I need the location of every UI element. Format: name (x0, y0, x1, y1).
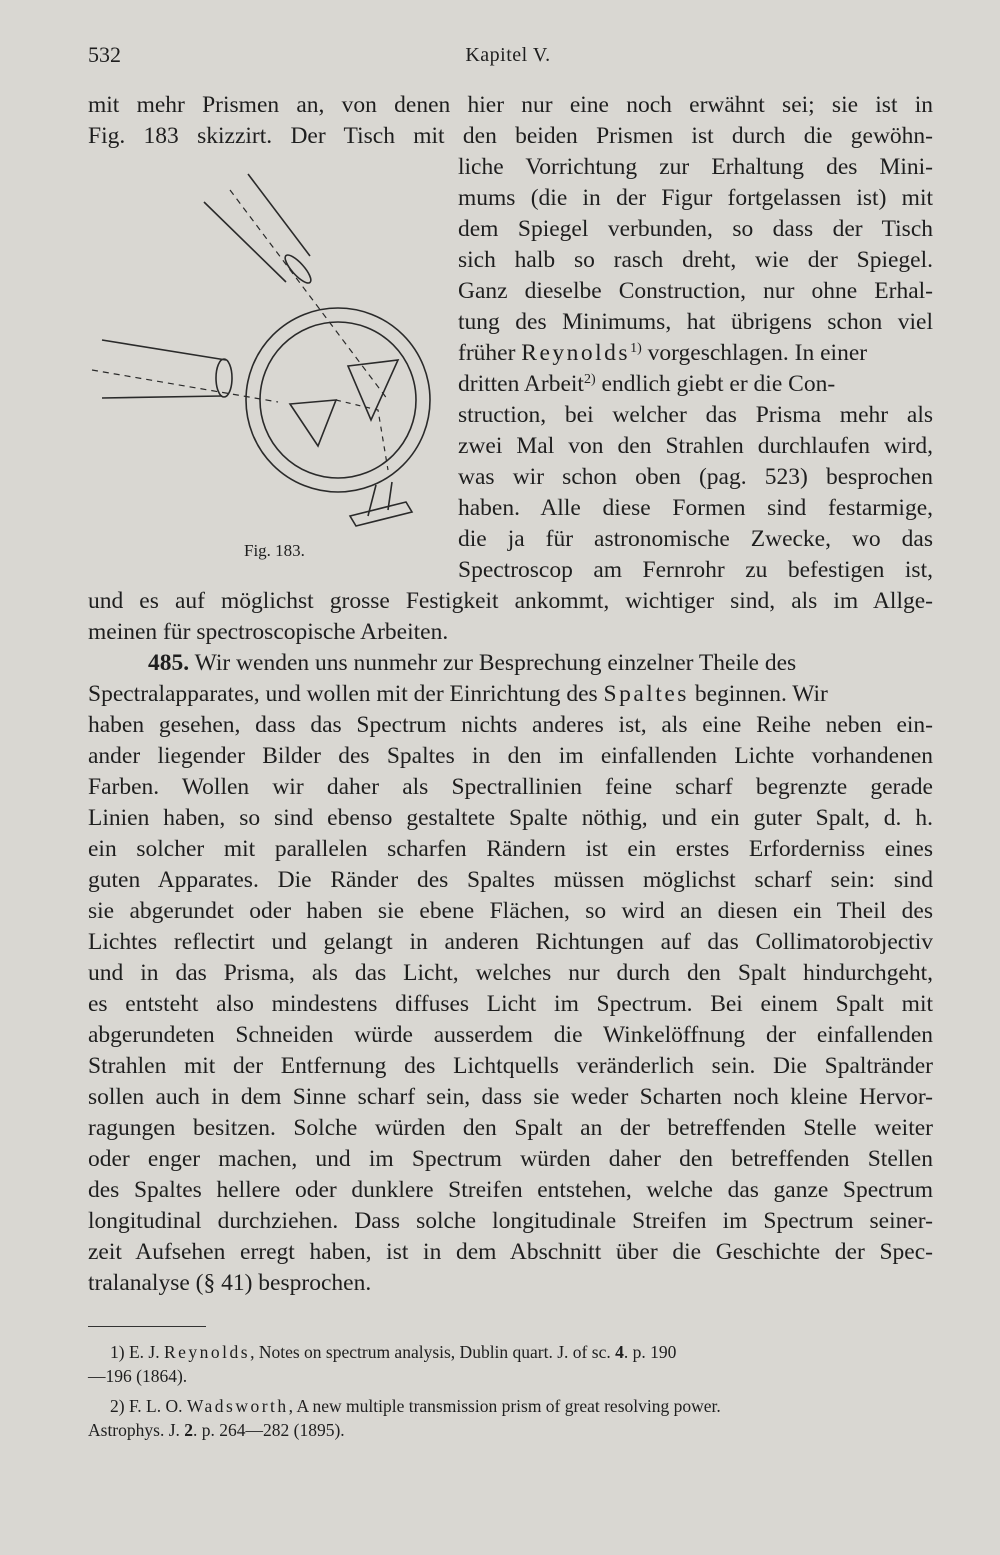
text-run: Astrophys. J. (88, 1420, 185, 1440)
text-run: beginnen. Wir (688, 681, 828, 707)
body-line: tung des Minimums, hat übrigens schon viel (458, 309, 933, 335)
text-run: Wir wenden uns nunmehr zur Besprechung einzelner Theile des (189, 650, 797, 676)
body-line: zwei Mal von den Strahlen durchlaufen wird, (458, 433, 933, 459)
body-line: ragungen besitzen. Solche würden den Spalt an der betreffenden Stelle weiter (88, 1115, 933, 1141)
body-line: oder enger machen, und im Spectrum würden daher den betreffenden Stellen (88, 1146, 933, 1172)
body-line: haben. Alle diese Formen sind festarmige, (458, 495, 933, 521)
author-name: Reynolds (163, 1342, 251, 1362)
text-run: , A new multiple transmission prism of great resolving power. (288, 1396, 721, 1416)
volume-number: 2 (184, 1420, 194, 1440)
page-number: 532 (88, 42, 121, 67)
body-line: und es auf möglichst grosse Festigkeit ankommt, wichtiger sind, als im Allge- (88, 588, 933, 614)
body-line: ander liegender Bilder des Spaltes in den im einfallenden Lichte vorhandenen (88, 743, 933, 769)
body-line: mums (die in der Figur fortgelassen ist) mit (458, 185, 933, 211)
body-line: ein solcher mit parallelen scharfen Rändern ist ein erstes Erforderniss eines (88, 836, 933, 862)
body-line: Spectroscop am Fernrohr zu befestigen ist, (458, 557, 933, 583)
body-line: sollen auch in dem Sinne scharf sein, dass sie weder Scharten noch kleine Hervor- (88, 1084, 933, 1110)
volume-number: 4 (615, 1342, 624, 1362)
body-line: Strahlen mit der Entfernung des Lichtquells veränderlich sein. Die Spaltränder (88, 1053, 933, 1079)
figure-caption: Fig. 183. (244, 541, 305, 560)
section-number: 485. (148, 650, 190, 676)
body-line: abgerundeten Schneiden würde ausserdem die Winkelöffnung der einfallenden (88, 1022, 933, 1048)
body-line: longitudinal durchziehen. Dass solche longitudinale Streifen im Spectrum seiner- (88, 1208, 933, 1234)
body-line: Fig. 183 skizzirt. Der Tisch mit den beiden Prismen ist durch die gewöhn- (88, 123, 933, 149)
footnote-1-continued: —196 (1864). (88, 1366, 188, 1386)
body-line: Linien haben, so sind ebenso gestaltete Spalte nöthig, und ein guter Spalt, d. h. (88, 805, 933, 831)
text-run: dritten Arbeit (458, 371, 584, 397)
body-line: und in das Prisma, als das Licht, welches nur durch den Spalt hindurchgeht, (88, 960, 933, 986)
body-line: Lichtes reflectirt und gelangt in anderen Richtungen auf das Collimatorobjectiv (88, 929, 933, 955)
text-run: endlich giebt er die Con- (595, 371, 836, 397)
footnote-ref-1[interactable]: 1) (630, 341, 642, 356)
body-line: was wir schon oben (pag. 523) besprochen (458, 464, 933, 490)
body-line: guten Apparates. Die Ränder des Spaltes müssen möglichst scharf sein: sind (88, 867, 933, 893)
body-line: Ganz dieselbe Construction, nur ohne Erhal- (458, 278, 933, 304)
body-line: tralanalyse (§ 41) besprochen. (88, 1270, 372, 1296)
body-line (458, 338, 867, 369)
body-line: Farben. Wollen wir daher als Spectrallinien feine scharf begrenzte gerade (88, 774, 933, 800)
body-line: liche Vorrichtung zur Erhaltung des Mini- (458, 154, 933, 180)
footnote-1 (110, 1340, 676, 1364)
text-run: vorgeschlagen. In einer (641, 340, 868, 366)
spectroscope-diagram (88, 170, 433, 540)
body-line (458, 369, 835, 400)
footnote-divider (88, 1326, 206, 1327)
text-run: . p. 190 (623, 1342, 677, 1362)
body-line: des Spaltes hellere oder dunklere Streifen entstehen, welche das ganze Spectrum (88, 1177, 933, 1203)
emphasized-term: Spaltes (603, 681, 689, 707)
body-line: sie abgerundet oder haben sie ebene Flächen, so wird an diesen ein Theil des (88, 898, 933, 924)
footnote-2 (110, 1394, 721, 1418)
body-line: meinen für spectroscopische Arbeiten. (88, 619, 449, 645)
text-run: Spectralapparates, und wollen mit der Einrichtung des (88, 681, 604, 707)
body-line: zeit Aufsehen erregt haben, ist in dem Abschnitt über die Geschichte der Spec- (88, 1239, 933, 1265)
body-line: haben gesehen, dass das Spectrum nichts anderes ist, als eine Reihe neben ein- (88, 712, 933, 738)
body-line (88, 679, 828, 710)
author-name: Wadsworth (186, 1396, 289, 1416)
body-line: mit mehr Prismen an, von denen hier nur eine noch erwähnt sei; sie ist in (88, 92, 933, 118)
body-line: die ja für astronomische Zwecke, wo das (458, 526, 933, 552)
text-run: 1) E. J. (110, 1342, 164, 1362)
text-run: . p. 264—282 (1895). (193, 1420, 345, 1440)
text-run: 2) F. L. O. (110, 1396, 187, 1416)
body-line: es entsteht also mindestens diffuses Licht im Spectrum. Bei einem Spalt mit (88, 991, 933, 1017)
figure-183 (88, 170, 433, 560)
footnote-2-continued (88, 1418, 345, 1442)
text-run: , Notes on spectrum analysis, Dublin quart. J. of sc. (250, 1342, 616, 1362)
section-start-485 (148, 648, 933, 679)
running-head: Kapitel V. (465, 44, 551, 66)
author-name-reynolds: Reynolds (521, 340, 631, 366)
body-line: sich halb so rasch dreht, wie der Spiegel. (458, 247, 933, 273)
text-run: früher (458, 340, 522, 366)
body-line: dem Spiegel verbunden, so dass der Tisch (458, 216, 933, 242)
footnote-ref-2[interactable]: 2) (583, 372, 596, 387)
page-header (88, 42, 928, 78)
body-line: struction, bei welcher das Prisma mehr als (458, 402, 933, 428)
